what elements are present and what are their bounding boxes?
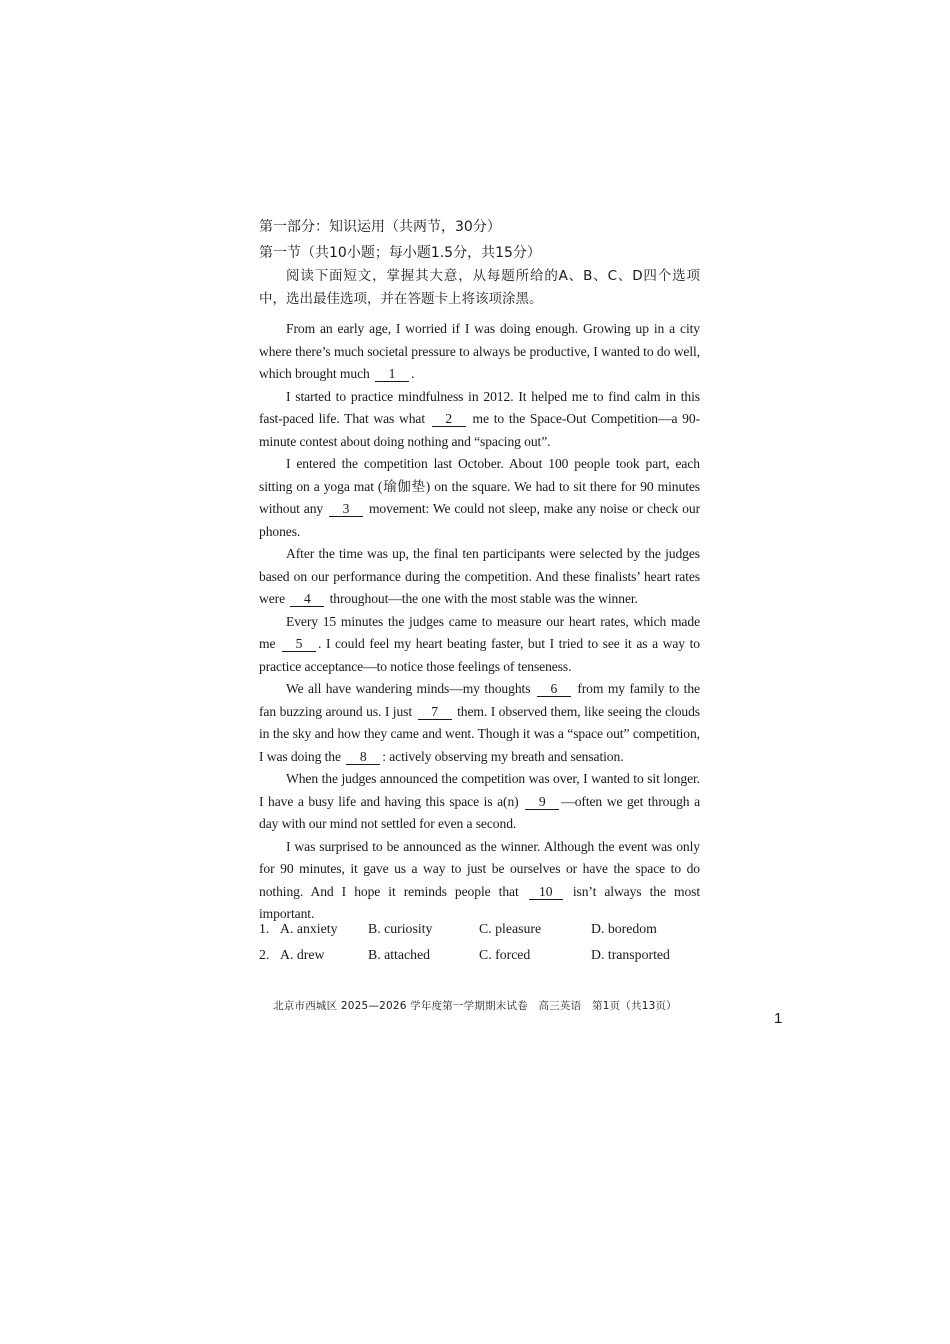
- passage-text: . I could feel my heart beating faster, but I tried to see it as a way to practice acceptance—to notice those feelings of tenseness.: [259, 636, 700, 674]
- instructions: 阅读下面短文，掌握其大意，从每题所给的A、B、C、D四个选项中，选出最佳选项，并在答题卡上将该项涂黑。: [259, 268, 700, 307]
- option-a: A. drew: [280, 947, 325, 962]
- passage-text: .: [411, 366, 415, 381]
- option-b: B. curiosity: [368, 921, 433, 936]
- passage-text: isn’t always the most important.: [259, 883, 701, 921]
- passage-text: I entered the competition last October. About 100 people took part, each sitting on a yoga mat (瑜伽垫) on the square. We had to sit there for 90 minutes without any: [259, 456, 700, 516]
- section-subtitle: 第一节（共10小题；每小题1.5分，共15分）: [259, 245, 541, 261]
- option-d: D. boredom: [591, 921, 657, 936]
- page-footer: 北京市西城区 2025—2026 学年度第一学期期末试卷 高三英语 第1页（共13页）: [273, 1000, 677, 1012]
- part-title: 第一部分：知识运用（共两节，30分）: [259, 219, 501, 235]
- option-c: C. pleasure: [479, 921, 542, 936]
- passage-paragraph: [259, 678, 700, 768]
- passage-text: We all have wandering minds—my thoughts: [286, 681, 535, 696]
- passage-text: From an early age, I worried if I was doing enough. Growing up in a city where there’s much societal pressure to always be productive, I wanted to do well, which brought much: [259, 321, 700, 381]
- passage-paragraph: [259, 611, 700, 679]
- passage-text: —often we get through a day with our mind not settled for even a second.: [259, 793, 700, 831]
- passage-paragraph: [259, 543, 700, 611]
- blank-4: 4: [290, 591, 324, 607]
- passage-text: After the time was up, the final ten participants were selected by the judges based on our performance during the competition. And these finalists’ heart rates were: [259, 546, 700, 606]
- passage-text: throughout—the one with the most stable was the winner.: [326, 591, 638, 606]
- question-number: 1.: [259, 921, 270, 936]
- passage-text: Every 15 minutes the judges came to measure our heart rates, which made me: [259, 613, 700, 651]
- option-b: B. attached: [368, 947, 431, 962]
- passage-paragraph: [259, 768, 700, 836]
- blank-6: 6: [537, 681, 571, 697]
- passage-text: I was surprised to be announced as the winner. Although the event was only for 90 minutes, it gave us a way to just be ourselves or have the space to do nothing. And I hope it reminds people that: [259, 838, 700, 899]
- passage-text: movement: We could not sleep, make any noise or check our phones.: [259, 501, 701, 539]
- passage-text: me to the Space-Out Competition—a 90-minute contest about doing nothing and “spacing out”.: [259, 411, 700, 449]
- blank-10: 10: [529, 884, 563, 900]
- blank-7: 7: [418, 704, 452, 720]
- passage-paragraph: [259, 386, 700, 454]
- answer-options: [259, 916, 699, 968]
- option-row: [259, 942, 699, 968]
- blank-3: 3: [329, 501, 363, 517]
- passage-paragraph: [259, 453, 700, 543]
- blank-9: 9: [525, 794, 559, 810]
- passage-paragraph: [259, 318, 700, 386]
- blank-8: 8: [346, 749, 380, 765]
- blank-1: 1: [375, 366, 409, 382]
- page-number: 1: [774, 1010, 783, 1027]
- reading-passage: [259, 318, 700, 926]
- option-a: A. anxiety: [280, 921, 338, 936]
- passage-text: I started to practice mindfulness in 2012. It helped me to find calm in this fast-paced life. That was what: [259, 388, 700, 426]
- blank-2: 2: [432, 411, 466, 427]
- question-number: 2.: [259, 947, 270, 962]
- option-c: C. forced: [479, 947, 531, 962]
- option-row: [259, 916, 699, 942]
- passage-text: from my family to the fan buzzing around us. I just: [259, 681, 700, 719]
- section-content: [259, 214, 700, 926]
- passage-text: them. I observed them, like seeing the clouds in the sky and how they came and went. Though it was a “space out” competition, I was doing the: [259, 703, 700, 764]
- blank-5: 5: [282, 636, 316, 652]
- passage-paragraph: [259, 836, 700, 926]
- passage-text: When the judges announced the competition was over, I wanted to sit longer. I have a busy life and having this space is a(n): [259, 771, 700, 809]
- passage-text: : actively observing my breath and sensation.: [382, 748, 624, 764]
- option-d: D. transported: [591, 947, 670, 962]
